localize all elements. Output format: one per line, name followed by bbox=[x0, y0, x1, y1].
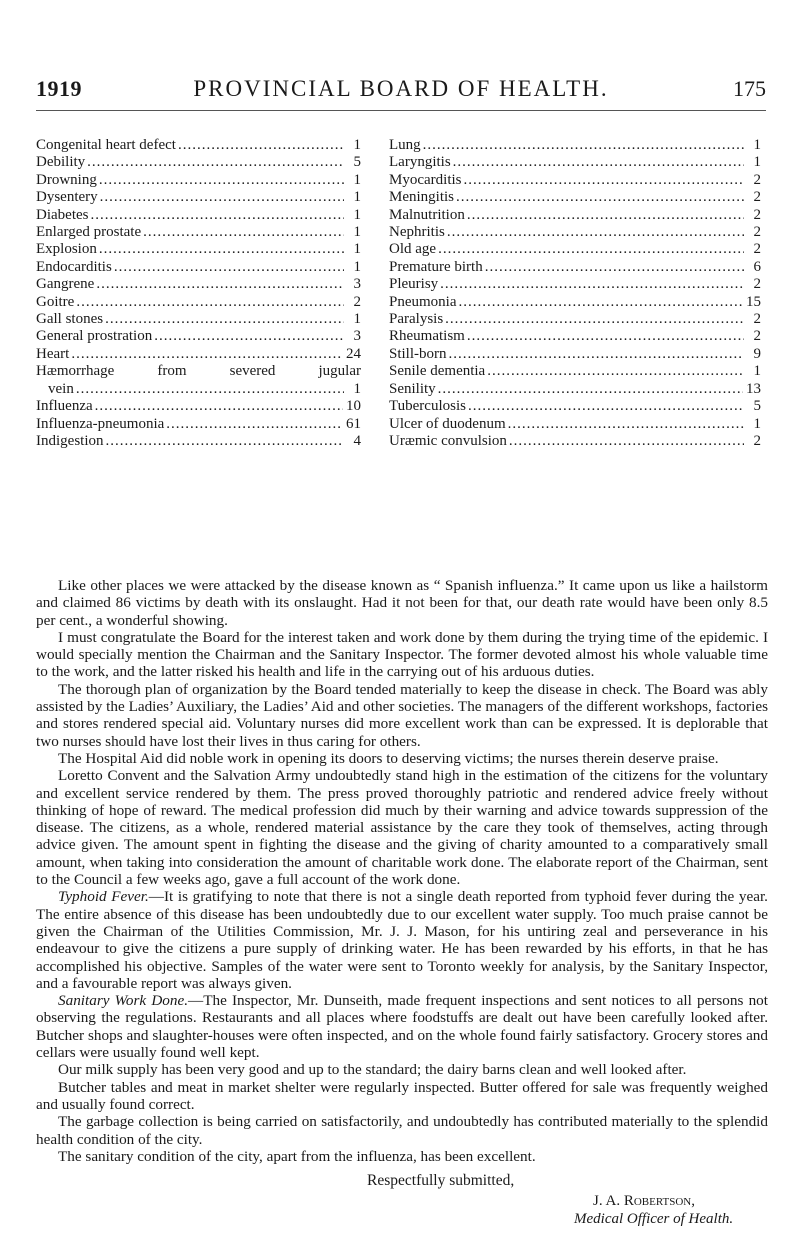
cause-name: Pneumonia bbox=[389, 293, 457, 310]
cause-name: Dysentery bbox=[36, 189, 98, 206]
cause-row bbox=[36, 241, 361, 258]
report-year: 1919 bbox=[36, 76, 82, 101]
cause-row bbox=[389, 294, 761, 311]
cause-count: 1 bbox=[353, 258, 361, 275]
paragraph-butcher-tables: Butcher tables and meat in market shelter were regularly inspected. Butter offered for sale was frequently weighed and usually found correct. bbox=[36, 1078, 768, 1113]
cause-count: 2 bbox=[753, 311, 761, 328]
cause-name: Myocarditis bbox=[389, 171, 462, 188]
paragraph-organization: The thorough plan of organization by the Board tended materially to keep the disease in check. The Board was ably assisted by the Ladies’ Auxiliary, the Ladies’ Aid and other societies. The managers of the different workshops, factories and stores rendered special aid. Voluntary nurses did more excellent work than can be expressed. It is deplorable that two nurses should have lost their lives in thus caring for others. bbox=[36, 680, 768, 750]
cause-row bbox=[36, 259, 361, 276]
closing-line: Respectfully submitted, bbox=[367, 1172, 515, 1189]
cause-name: Influenza-pneumonia bbox=[36, 415, 165, 432]
cause-name: Drowning bbox=[36, 171, 97, 188]
cause-row bbox=[389, 311, 761, 328]
cause-row bbox=[389, 172, 761, 189]
cause-name: Tuberculosis bbox=[389, 398, 466, 415]
cause-name: Old age bbox=[389, 241, 437, 258]
paragraph-garbage-collection: The garbage collection is being carried on satisfactorily, and undoubtedly has contributed materially to the splendid health condition of the city. bbox=[36, 1113, 768, 1148]
cause-name: Paralysis bbox=[389, 311, 444, 328]
cause-row bbox=[389, 207, 761, 224]
cause-name: Rheumatism bbox=[389, 328, 465, 345]
cause-count: 1 bbox=[353, 137, 361, 153]
signer-title: Medical Officer of Health. bbox=[574, 1211, 734, 1227]
cause-count: 9 bbox=[753, 345, 761, 362]
cause-name: Heart bbox=[36, 345, 70, 362]
cause-word: jugular bbox=[318, 363, 361, 380]
cause-name: Gangrene bbox=[36, 276, 95, 293]
paragraph-sanitary-work: Sanitary Work Done.—The Inspector, Mr. Dunseith, made frequent inspections and sent notices to all persons not observing the regulations. Restaurants and all places where foodstuffs are dealt out have been carefully looked after. Butcher shops and slaughter-houses were often inspected, and on the whole found fairly satisfactory. Grocery stores and cellars were usually found well kept. bbox=[36, 992, 768, 1062]
cause-row bbox=[36, 294, 361, 311]
cause-name: Laryngitis bbox=[389, 154, 451, 171]
paragraph-sanitary-condition: The sanitary condition of the city, apart from the influenza, has been excellent. bbox=[58, 1147, 536, 1165]
cause-row bbox=[389, 398, 761, 415]
cause-count: 4 bbox=[353, 432, 361, 449]
cause-name: Pleurisy bbox=[389, 276, 439, 293]
paragraph-hospital-aid: The Hospital Aid did noble work in opening its doors to deserving victims; the nurses therein deserve praise. bbox=[58, 749, 719, 767]
cause-count: 13 bbox=[746, 380, 761, 397]
cause-name: Premature birth bbox=[389, 258, 483, 275]
cause-row bbox=[389, 137, 761, 154]
cause-word: severed bbox=[229, 363, 276, 380]
cause-name: Uræmic convulsion bbox=[389, 432, 507, 449]
cause-row bbox=[36, 416, 361, 433]
cause-name: Ulcer of duodenum bbox=[389, 415, 506, 432]
cause-count: 24 bbox=[346, 345, 361, 362]
cause-row bbox=[389, 381, 761, 398]
cause-count: 61 bbox=[346, 415, 361, 432]
cause-row bbox=[36, 224, 361, 241]
cause-count: 1 bbox=[353, 224, 361, 241]
cause-row bbox=[389, 433, 761, 450]
cause-count: 15 bbox=[746, 293, 761, 310]
cause-name: Explosion bbox=[36, 241, 97, 258]
cause-name: vein bbox=[48, 380, 74, 397]
cause-count: 2 bbox=[753, 432, 761, 449]
cause-row bbox=[36, 328, 361, 345]
paragraph-typhoid-fever: Typhoid Fever.—It is gratifying to note that there is not a single death reported from typhoid fever during the year. The entire absence of this disease has been undoubtedly due to our excellent water supply. Too much praise cannot be given the Chairman of the Utilities Commission, Mr. J. J. Mason, for his untiring zeal and perseverance in his endeavour to give the citizens a pure supply of drinking water. He has been rewarded by his efforts, in that he has accomplished his objective. Samples of the water were sent to Toronto weekly for analysis, by the Sanitary Inspector, and a favourable report was always given. bbox=[36, 888, 768, 992]
cause-word: Hæmorrhage bbox=[36, 363, 115, 380]
cause-count: 2 bbox=[753, 171, 761, 188]
page-header bbox=[36, 76, 766, 106]
causes-of-death-left-column bbox=[36, 137, 361, 450]
page-title: PROVINCIAL BOARD OF HEALTH. bbox=[193, 76, 609, 101]
cause-row bbox=[389, 276, 761, 293]
cause-name: Malnutrition bbox=[389, 206, 465, 223]
cause-row bbox=[389, 363, 761, 380]
cause-name: Congenital heart defect bbox=[36, 137, 176, 153]
section-heading: Typhoid Fever. bbox=[58, 888, 149, 906]
cause-count: 2 bbox=[753, 276, 761, 293]
cause-count: 1 bbox=[353, 241, 361, 258]
cause-row bbox=[389, 224, 761, 241]
cause-name: Meningitis bbox=[389, 189, 455, 206]
cause-count: 1 bbox=[353, 171, 361, 188]
cause-count: 3 bbox=[353, 328, 361, 345]
cause-row bbox=[36, 311, 361, 328]
cause-name: Senility bbox=[389, 380, 436, 397]
cause-name: Goitre bbox=[36, 293, 75, 310]
paragraph-milk-supply: Our milk supply has been very good and up to the standard; the dairy barns clean and well looked after. bbox=[58, 1061, 687, 1079]
cause-name: Endocarditis bbox=[36, 258, 112, 275]
page-number: 175 bbox=[733, 76, 766, 101]
cause-count: 1 bbox=[353, 380, 361, 397]
cause-count: 2 bbox=[753, 224, 761, 241]
cause-row bbox=[389, 241, 761, 258]
cause-row bbox=[36, 398, 361, 415]
cause-row bbox=[389, 416, 761, 433]
cause-row bbox=[36, 137, 361, 154]
header-rule bbox=[36, 110, 766, 111]
cause-count: 2 bbox=[753, 206, 761, 223]
cause-count: 1 bbox=[753, 363, 761, 380]
cause-name: Indigestion bbox=[36, 432, 104, 449]
cause-count: 5 bbox=[753, 398, 761, 415]
cause-row bbox=[36, 154, 361, 171]
cause-name: General prostration bbox=[36, 328, 153, 345]
paragraph-convent-salvation-army: Loretto Convent and the Salvation Army undoubtedly stand high in the estimation of the citizens for the voluntary and excellent service rendered by them. The press proved thoroughly patriotic and rendered advice freely without thinking of hope of reward. The medical profession did much by their warning and advice towards suppression of the disease. The citizens, as a whole, rendered material assistance by the care they took of themselves, acting through advice given. The amount spent in fighting the disease and the giving of charity amounted to a comparatively small amount, when taking into consideration the amount of charitable work done. The elaborate report of the Chairman, sent to the Council a few weeks ago, gave a full account of the work done. bbox=[36, 767, 768, 889]
cause-row bbox=[389, 328, 761, 345]
report-body bbox=[36, 577, 768, 1165]
cause-row bbox=[389, 346, 761, 363]
cause-row bbox=[389, 259, 761, 276]
cause-count: 1 bbox=[353, 206, 361, 223]
cause-name: Gall stones bbox=[36, 311, 104, 328]
cause-name: Still-born bbox=[389, 345, 447, 362]
cause-count: 1 bbox=[353, 189, 361, 206]
cause-name: Enlarged prostate bbox=[36, 224, 142, 241]
cause-name: Senile dementia bbox=[389, 363, 486, 380]
cause-count: 2 bbox=[753, 189, 761, 206]
cause-word: from bbox=[157, 363, 187, 380]
cause-count: 6 bbox=[753, 258, 761, 275]
cause-name: Nephritis bbox=[389, 224, 445, 241]
cause-name: Influenza bbox=[36, 398, 93, 415]
cause-name: Debility bbox=[36, 154, 86, 171]
cause-count: 3 bbox=[353, 276, 361, 293]
section-heading: Sanitary Work Done. bbox=[58, 992, 189, 1010]
cause-count: 2 bbox=[753, 241, 761, 258]
cause-name: Diabetes bbox=[36, 206, 89, 223]
cause-row bbox=[389, 154, 761, 171]
cause-row-hemorrhage bbox=[36, 363, 361, 398]
cause-count: 2 bbox=[753, 328, 761, 345]
cause-row bbox=[389, 189, 761, 206]
cause-count: 1 bbox=[753, 154, 761, 171]
cause-count: 1 bbox=[753, 137, 761, 153]
cause-count: 10 bbox=[346, 398, 361, 415]
cause-row bbox=[36, 207, 361, 224]
cause-row bbox=[36, 189, 361, 206]
paragraph-congratulations: I must congratulate the Board for the interest taken and work done by them during the trying time of the epidemic. I would specially mention the Chairman and the Sanitary Inspector. The former devoted almost his whole valuable time to the work, and the latter risked his health and life in the carrying out of his arduous duties. bbox=[36, 628, 768, 681]
cause-row bbox=[36, 433, 361, 450]
paragraph-spanish-influenza: Like other places we were attacked by the disease known as “ Spanish influenza.” It came upon us like a hailstorm and claimed 86 victims by death with its onslaught. Had it not been for that, our death rate would have been only 8.5 per cent., a wonderful showing. bbox=[36, 577, 768, 629]
cause-count: 2 bbox=[353, 293, 361, 310]
cause-row bbox=[36, 276, 361, 293]
signer-name: J. A. Robertson, bbox=[593, 1193, 695, 1209]
cause-count: 1 bbox=[753, 415, 761, 432]
cause-name: Lung bbox=[389, 137, 421, 153]
cause-row bbox=[36, 346, 361, 363]
cause-count: 1 bbox=[353, 311, 361, 328]
causes-of-death-right-column bbox=[389, 137, 761, 450]
cause-count: 5 bbox=[353, 154, 361, 171]
cause-row bbox=[36, 172, 361, 189]
